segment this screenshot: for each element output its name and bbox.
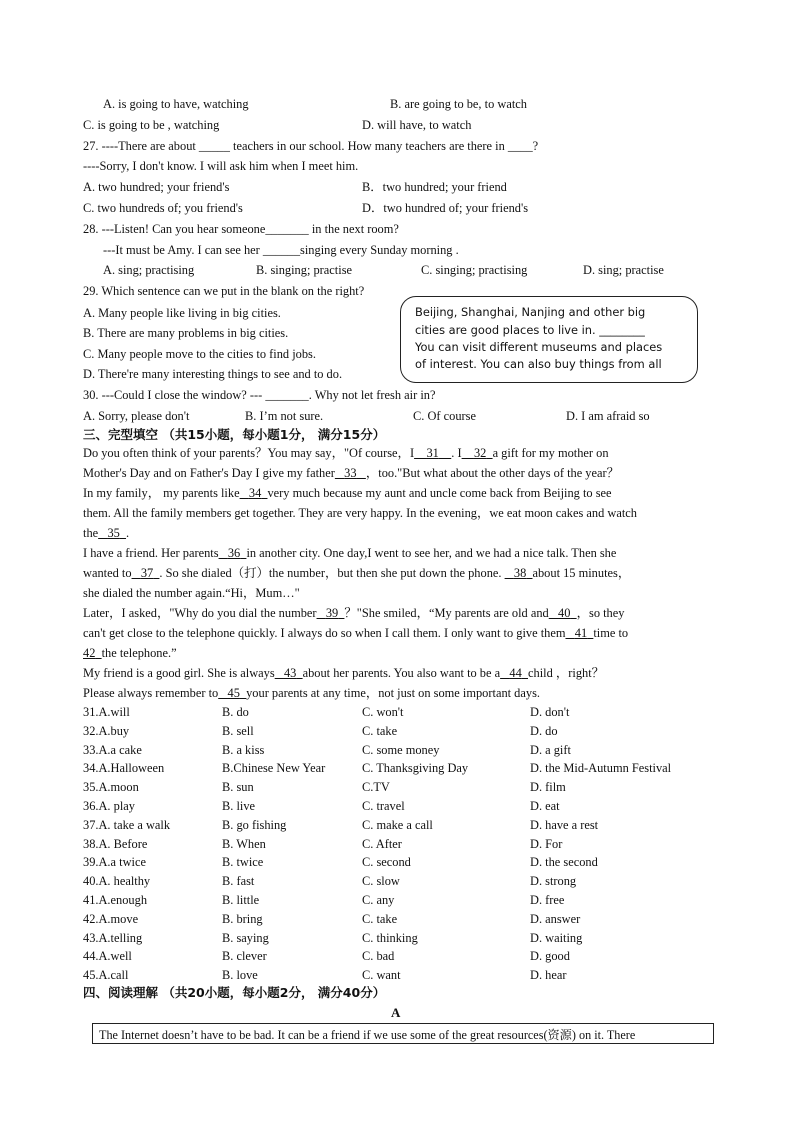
option-cell: D. film (530, 780, 566, 795)
option-cell: B. a kiss (222, 742, 265, 757)
cloze-line: I have a friend. Her parents 36 in another city. One day,I went to see her, and we had a nice talk. Then she (83, 546, 617, 560)
option-cell: C. some money (362, 742, 440, 757)
option-cell: 41.A.enough (83, 893, 148, 907)
option-cell: B. love (222, 968, 258, 983)
option-cell: D. have a rest (530, 817, 599, 832)
cloze-blank: 44 (509, 666, 522, 680)
q27-option-a: A. two hundred; your friend's (83, 180, 230, 194)
option-cell: 43.A.telling (83, 930, 143, 945)
cloze-blank: 41 (574, 626, 588, 640)
option-cell: C. bad (362, 949, 395, 964)
option-cell: 32.A.buy (83, 723, 130, 738)
cloze-blank: 39 (325, 606, 339, 620)
section-4-title: 四、阅读理解 （共20小题，每小题2分， 满分40分） (83, 985, 386, 1000)
option-cell: B. little (222, 893, 260, 907)
option-cell: C. won't (362, 705, 404, 719)
option-cell: 42.A.move (83, 911, 139, 926)
option-cell: D. hear (530, 968, 567, 983)
cloze-blank: 45 (227, 686, 240, 700)
cloze-line: Please always remember to 45 your parents at any time，not just on some important days. (83, 686, 540, 700)
passage-a-box (92, 1023, 714, 1044)
cloze-blank: 43 (283, 666, 297, 680)
q28-option-c: C. singing; practising (421, 263, 528, 277)
option-cell: D. waiting (530, 930, 583, 945)
option-cell: D. the second (530, 855, 598, 870)
cloze-line: Mother's Day and on Father's Day I give my father 33 ，too."But what about the other days of the year？ (83, 466, 620, 480)
cloze-blank: 40 (558, 606, 571, 620)
cloze-blank: 42 (83, 646, 96, 660)
q26-option-b: B. are going to be, to watch (390, 97, 527, 111)
option-cell: B. fast (222, 874, 255, 889)
cloze-line: them. All the family members get together. They are very happy. In the evening，we eat moon cakes and watch (83, 506, 637, 520)
option-cell: B. sun (222, 780, 254, 795)
cloze-line: the 35 . (83, 526, 130, 540)
option-cell: D. a gift (530, 742, 571, 757)
q29-box-line: cities are good places to live in. ________ (415, 323, 645, 337)
option-cell: C. want (362, 968, 401, 983)
option-cell: B. twice (222, 855, 264, 870)
option-cell: 44.A.well (83, 949, 132, 964)
option-cell: C.TV (362, 780, 390, 795)
option-cell: C. slow (362, 874, 400, 889)
q27-reply: ----Sorry, I don't know. I will ask him when I meet him. (83, 159, 359, 173)
q30-question: 30. ---Could I close the window? --- _______. Why not let fresh air in? (83, 388, 436, 402)
q26-option-a: A. is going to have, watching (103, 97, 249, 111)
option-cell: B. bring (222, 911, 263, 926)
option-cell: C. take (362, 911, 398, 926)
option-cell: D. eat (530, 799, 560, 813)
q28-reply: ---It must be Amy. I can see her ______singing every Sunday morning . (103, 243, 459, 257)
q30-option-d: D. I am afraid so (566, 409, 650, 423)
option-cell: B. When (222, 836, 266, 851)
q27-option-b: B．two hundred; your friend (362, 180, 507, 194)
q30-option-c: C. Of course (413, 409, 476, 423)
cloze-blank: 36 (227, 546, 241, 560)
option-cell: 34.A.Halloween (83, 761, 165, 776)
q27-option-c: C. two hundreds of; you friend's (83, 201, 243, 215)
cloze-line: In my family， my parents like 34 very much because my aunt and uncle come back from Beijing to see (83, 486, 612, 500)
cloze-blank: 33 (344, 466, 357, 480)
option-cell: B. saying (222, 930, 269, 945)
q29-box-line: You can visit different museums and places (415, 340, 663, 354)
option-cell: C. thinking (362, 930, 418, 945)
option-cell: 40.A. healthy (83, 874, 151, 889)
passage-a-first-line: The Internet doesn’t have to be bad. It can be a friend if we use some of the great resources(资源) on it. There (99, 1028, 636, 1042)
cloze-line: Do you often think of your parents？You may say，"Of course，I 31 . I 32 a gift for my mother on (83, 446, 609, 460)
option-cell: C. Thanksgiving Day (362, 761, 469, 776)
cloze-blank: 37 (140, 566, 154, 580)
q26-option-d: D. will have, to watch (362, 118, 472, 132)
option-cell: D. For (530, 836, 563, 851)
option-cell: D. free (530, 893, 565, 907)
q29-box-line: Beijing, Shanghai, Nanjing and other big (415, 305, 646, 319)
q28-option-d: D. sing; practise (583, 263, 664, 277)
option-cell: B. live (222, 799, 256, 813)
cloze-blank: 38 (513, 566, 527, 580)
option-cell: D. good (530, 949, 570, 964)
option-cell: 35.A.moon (83, 780, 139, 795)
option-cell: B. clever (222, 949, 267, 964)
q29-option-c: C. Many people move to the cities to find jobs. (83, 347, 316, 361)
cloze-line: 42 the telephone.” (83, 646, 177, 660)
cloze-blank: 34 (248, 486, 262, 500)
option-cell: 36.A. play (83, 799, 135, 813)
passage-heading: A (391, 1005, 401, 1020)
option-cell: 39.A.a twice (83, 855, 146, 870)
option-cell: D. answer (530, 911, 581, 926)
option-cell: 45.A.call (83, 968, 129, 983)
option-cell: 33.A.a cake (83, 742, 142, 757)
option-cell: C. make a call (362, 817, 433, 832)
q29-option-d: D. There're many interesting things to see and to do. (83, 367, 343, 381)
option-cell: B. go fishing (222, 817, 287, 832)
option-cell: C. travel (362, 799, 405, 813)
cloze-line: she dialed the number again.“Hi，Mum…" (83, 586, 300, 600)
q28-question: 28. ---Listen! Can you hear someone_______ in the next room? (83, 222, 399, 236)
option-cell: 37.A. take a walk (83, 817, 171, 832)
option-cell: D. don't (530, 705, 570, 719)
option-cell: C. second (362, 855, 411, 870)
option-cell: B. sell (222, 723, 254, 738)
q29-text-box (400, 296, 698, 383)
option-cell: B.Chinese New Year (222, 761, 326, 776)
option-cell: 38.A. Before (83, 836, 148, 851)
cloze-line: My friend is a good girl. She is always 43 about her parents. You also want to be a 44 child ，right？ (83, 666, 605, 680)
cloze-blank: 35 (107, 526, 120, 540)
q28-option-a: A. sing; practising (103, 263, 195, 277)
section-3-title: 三、完型填空 （共15小题，每小题1分， 满分15分） (83, 427, 386, 442)
q29-option-a: A. Many people like living in big cities. (83, 306, 281, 320)
cloze-line: can't get close to the telephone quickly. I always do so when I call them. I only want to give them 41 time to (83, 626, 629, 640)
option-cell: D. do (530, 723, 558, 738)
option-cell: B. do (222, 705, 249, 719)
q30-option-b: B. I’m not sure. (245, 409, 324, 423)
option-cell: D. the Mid-Autumn Festival (530, 761, 672, 776)
q27-option-d: D．two hundred of; your friend's (362, 201, 529, 215)
option-cell: C. take (362, 723, 398, 738)
option-cell: C. any (362, 893, 395, 907)
cloze-line: wanted to 37 . So she dialed（打）the number，but then she put down the phone. 38 about 15 minutes， (83, 566, 631, 580)
q26-option-c: C. is going to be , watching (83, 118, 220, 132)
cloze-line: Later，I asked，"Why do you dial the number 39 ？"She smiled，“My parents are old and 40 ，so they (83, 606, 625, 620)
option-cell: 31.A.will (83, 705, 130, 719)
q27-question: 27. ----There are about _____ teachers in our school. How many teachers are there in ____? (83, 139, 539, 153)
q28-option-b: B. singing; practise (256, 263, 353, 277)
q29-box-line: of interest. You can also buy things from all (415, 357, 662, 371)
q29-question: 29. Which sentence can we put in the blank on the right? (83, 284, 365, 298)
cloze-blank: 32 (473, 446, 487, 460)
option-cell: C. After (362, 836, 402, 851)
option-cell: D. strong (530, 874, 577, 889)
q29-option-b: B. There are many problems in big cities. (83, 326, 289, 340)
cloze-blank: 31 (426, 446, 439, 460)
q30-option-a: A. Sorry, please don't (83, 409, 190, 423)
